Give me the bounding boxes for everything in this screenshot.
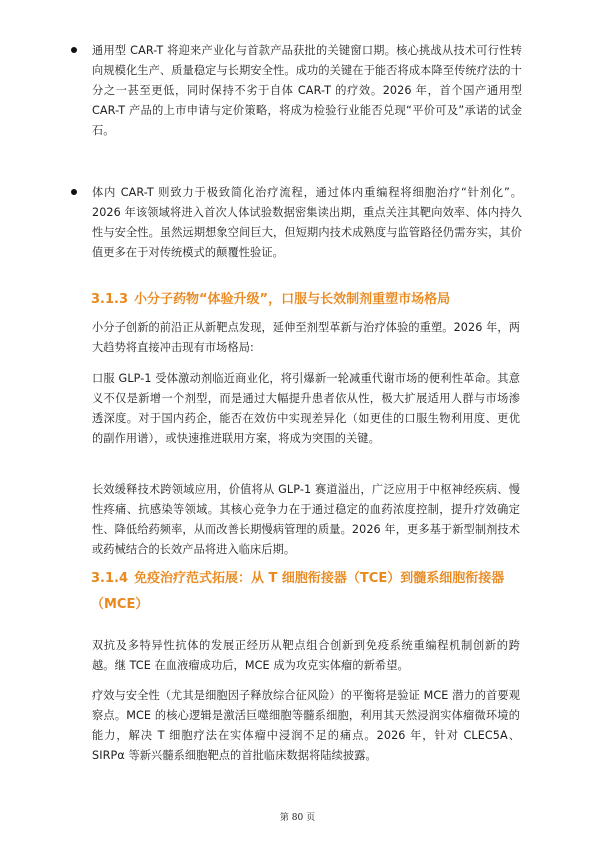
bullet-item-in-vivo-car-t: [92, 183, 522, 263]
bullet-dot: [71, 189, 77, 195]
body-paragraph: 疗效与安全性（尤其是细胞因子释放综合征风险）的平衡将是验证 MCE 潜力的首要观察点。MCE 的核心逻辑是激活巨噬细胞等髓系细胞，利用其天然浸润实体瘤微环境的能力，解决 T 细胞疗法在实体瘤中浸润不足的痛点。2026 年，针对 CLEC5A、SIRPα 等新兴髓系细胞靶点的首批临床数据将陆续披露。: [92, 689, 520, 762]
section-number: 3.1.4: [91, 571, 129, 586]
section-heading-3-1-4: [91, 566, 504, 618]
page-number: 第 80 页: [279, 813, 316, 823]
body-paragraph: 双抗及多特异性抗体的发展正经历从靶点组合创新到免疫系统重编程机制创新的跨越。继 TCE 在血液瘤成功后，MCE 成为攻克实体瘤的新希望。: [92, 639, 520, 672]
body-paragraph: 长效缓释技术跨领域应用，价值将从 GLP-1 赛道溢出，广泛应用于中枢神经疾病、慢性疼痛、抗感染等领域。其核心竞争力在于通过稳定的血药浓度控制，提升疗效确定性、降低给药频率，从而改善长期慢病管理的质量。2026 年，更多基于新型制剂技术或药械结合的长效产品将进入临床后期。: [92, 483, 520, 556]
section-title-line2: （MCE）: [91, 597, 149, 612]
section-title: 小分子药物“体验升级”，口服与长效制剂重塑市场格局: [134, 292, 451, 307]
section-number: 3.1.3: [91, 292, 129, 307]
body-paragraph: 口服 GLP-1 受体激动剂临近商业化，将引爆新一轮减重代谢市场的便利性革命。其意义不仅是新增一个剂型，而是通过大幅提升患者依从性，极大扩展适用人群与市场渗透深度。对于国内药企，能否在效仿中实现差异化（如更佳的口服生物利用度、更优的副作用谱），或快速推进联用方案，将成为突围的关键。: [92, 372, 520, 445]
bullet-item-universal-car-t: [92, 41, 522, 141]
bullet-text: 通用型 CAR-T 将迎来产业化与首款产品获批的关键窗口期。核心挑战从技术可行性转向规模化生产、质量稳定与长期安全性。成功的关键在于能否将成本降至传统疗法的十分之一甚至更低，同时保持不劣于自体 CAR-T 的疗效。2026 年，首个国产通用型 CAR-T 产品的上市申请与定价策略，将成为检验行业能否兑现“平价可及”承诺的试金石。: [92, 44, 522, 137]
body-paragraph: 小分子创新的前沿正从新靶点发现，延伸至剂型革新与治疗体验的重塑。2026 年，两大趋势将直接冲击现有市场格局:: [92, 321, 520, 354]
bullet-text: 体内 CAR-T 则致力于极致简化治疗流程，通过体内重编程将细胞治疗“针剂化”。2026 年该领域将进入首次人体试验数据密集读出期，重点关注其靶向效率、体内持久性与安全性。虽然远期想象空间巨大，但短期内技术成熟度与监管路径仍需夯实，其价值更多在于对传统模式的颠覆性验证。: [92, 186, 522, 259]
section-heading-3-1-3: [91, 288, 450, 307]
section-title-line1: 免疫治疗范式拓展：从 T 细胞衔接器（TCE）到髓系细胞衔接器: [134, 571, 505, 586]
bullet-dot: [71, 47, 77, 53]
